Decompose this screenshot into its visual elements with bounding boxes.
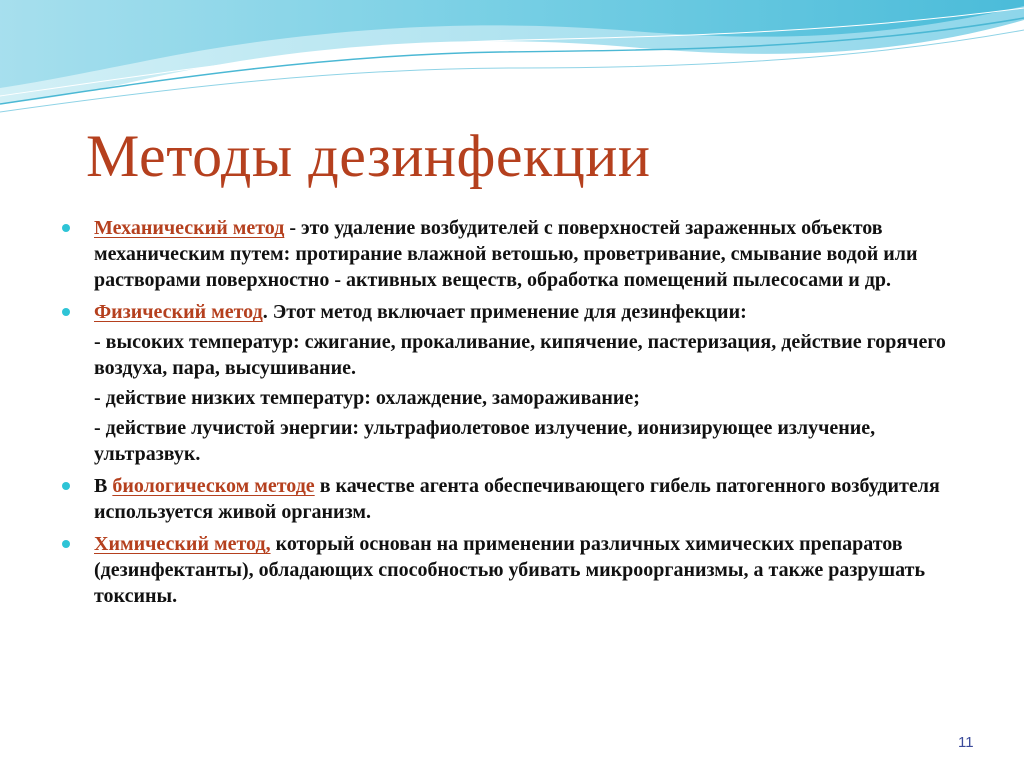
bullet-dot-icon [62,540,70,548]
term-physical: Физический метод [94,301,263,323]
bullet-dot-icon [62,482,70,490]
term-mechanical: Механический метод [94,217,285,239]
slide-number: 11 [958,734,974,751]
bullet-text: в качестве агента обеспечивающего гибель патогенного возбудителя используется живой организм. [94,475,940,523]
bullet-dot-icon [62,224,70,232]
bullet-list [62,215,982,609]
sub-item: - высоких температур: сжигание, прокаливание, кипячение, пастеризация, действие горячего воздуха, пара, высушивание. [94,331,946,379]
bullet-item [62,473,982,525]
slide-title: Методы дезинфекции [86,123,651,189]
bullet-text: . Этот метод включает применение для дезинфекции: [262,301,747,323]
bullet-text: который основан на применении различных химических препаратов (дезинфектанты), обладающих способностью убивать микроорганизмы, а также разрушать токсины. [94,533,926,607]
sub-item: - действие лучистой энергии: ультрафиолетовое излучение, ионизирующее излучение, ультразвук. [94,417,876,465]
bullet-item [62,215,982,293]
bullet-item [62,531,982,609]
sub-item: - действие низких температур: охлаждение, замораживание; [94,387,640,409]
term-chemical: Химический метод, [94,533,271,555]
bullet-item [62,299,982,325]
decorative-wave-header [0,0,1024,130]
bullet-prefix: В [94,475,113,497]
bullet-dot-icon [62,308,70,316]
term-biological: биологическом методе [112,475,315,497]
bullet-text: - это удаление возбудителей с поверхностей зараженных объектов механическим путем: протирание влажной ветошью, проветривание, смывание водой или растворами поверхностно - активных веществ, обработка помещений пылесосами и др. [94,217,918,291]
